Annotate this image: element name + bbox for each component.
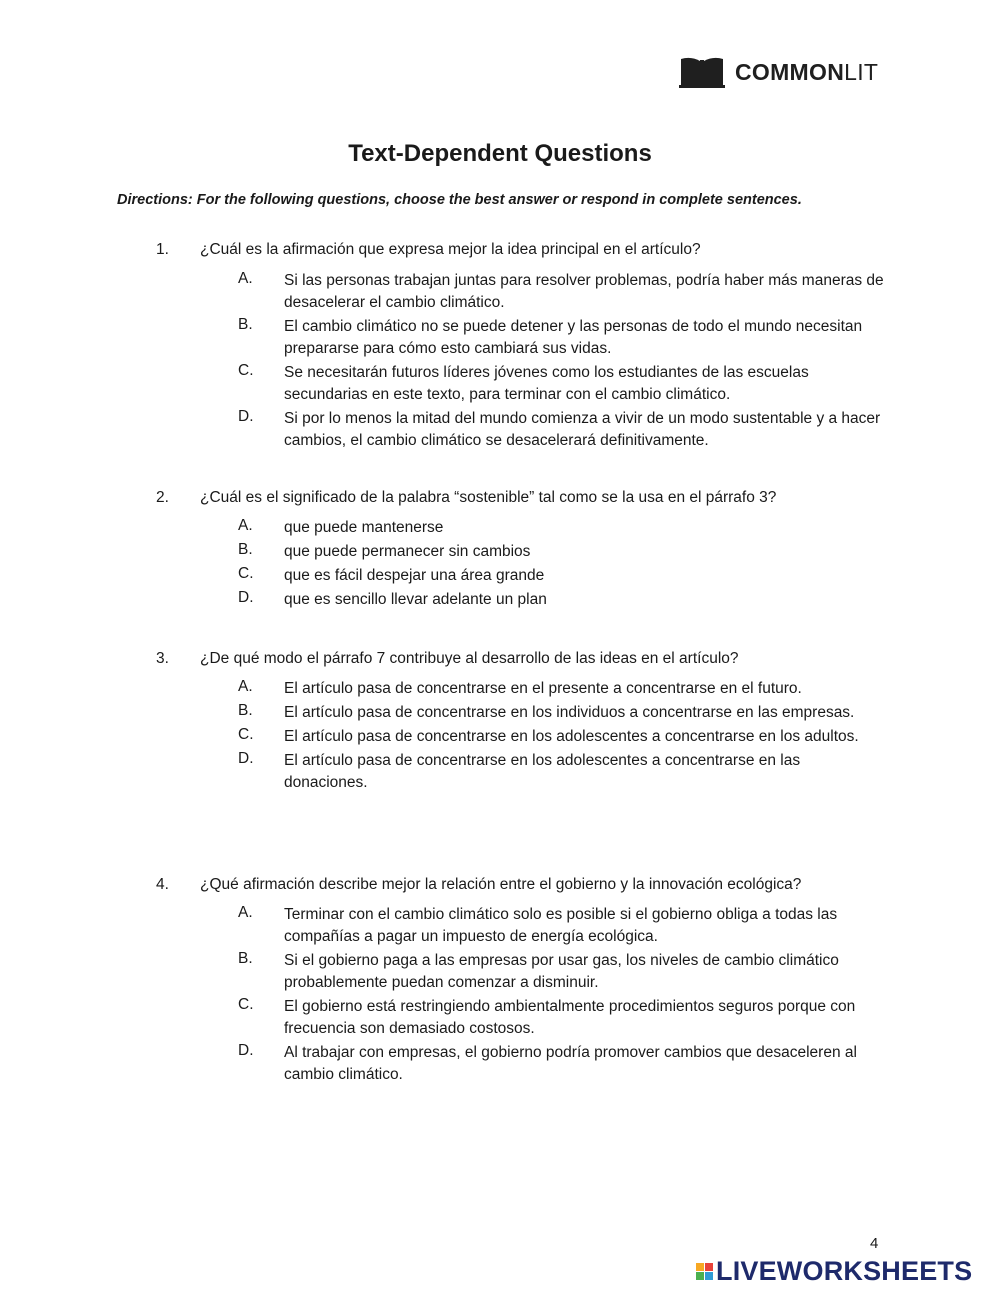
option-letter: B. — [238, 950, 253, 967]
option-letter: A. — [238, 678, 253, 695]
option-text: El artículo pasa de concentrarse en los adolescentes a concentrarse en las donaciones. — [284, 752, 801, 791]
answer-option-d[interactable] — [0, 750, 1000, 794]
answer-option-b[interactable] — [0, 702, 1000, 724]
answer-option-c[interactable] — [0, 726, 1000, 748]
answer-options — [0, 678, 1000, 796]
logo-square — [696, 1263, 704, 1271]
logo-square — [705, 1272, 713, 1280]
page-number: 4 — [870, 1235, 879, 1252]
answer-option-a[interactable] — [0, 517, 1000, 539]
option-text: Terminar con el cambio climático solo es posible si el gobierno obliga a todas las compañías a pagar un impuesto de energía ecológica. — [284, 906, 838, 945]
question-number: 2. — [156, 489, 169, 506]
logo-square — [705, 1263, 713, 1271]
option-letter: A. — [238, 270, 253, 287]
logo-wordmark: COMMONLIT — [735, 58, 879, 85]
answer-options — [0, 270, 1000, 454]
answer-option-a[interactable] — [0, 270, 1000, 314]
option-letter: B. — [238, 316, 253, 333]
option-text: El gobierno está restringiendo ambientalmente procedimientos seguros porque con frecuencia son demasiado costosos. — [284, 998, 856, 1037]
answer-option-c[interactable] — [0, 362, 1000, 406]
liveworksheets-wordmark: LIVEWORKSHEETS — [716, 1255, 973, 1286]
option-text: Si las personas trabajan juntas para resolver problemas, podría haber más maneras de desacelerar el cambio climático. — [284, 272, 884, 311]
option-text: que es sencillo llevar adelante un plan — [284, 591, 547, 608]
option-text: Si el gobierno paga a las empresas por usar gas, los niveles de cambio climático probablemente puedan comenzar a disminuir. — [284, 952, 839, 991]
option-text: que puede mantenerse — [284, 519, 444, 536]
option-letter: B. — [238, 541, 253, 558]
option-text: El artículo pasa de concentrarse en el presente a concentrarse en el futuro. — [284, 680, 802, 697]
answer-option-c[interactable] — [0, 565, 1000, 587]
question-number: 4. — [156, 876, 169, 893]
question-text: ¿De qué modo el párrafo 7 contribuye al desarrollo de las ideas en el artículo? — [200, 650, 739, 667]
answer-options — [0, 517, 1000, 613]
question-text: ¿Qué afirmación describe mejor la relación entre el gobierno y la innovación ecológica? — [200, 876, 802, 893]
question-number: 3. — [156, 650, 169, 667]
commonlit-logo — [679, 55, 878, 89]
option-text: El artículo pasa de concentrarse en los individuos a concentrarse en las empresas. — [284, 704, 855, 721]
option-letter: B. — [238, 702, 253, 719]
option-letter: D. — [238, 750, 254, 767]
option-letter: C. — [238, 726, 254, 743]
option-letter: D. — [238, 589, 254, 606]
question-text: ¿Cuál es la afirmación que expresa mejor la idea principal en el artículo? — [200, 241, 701, 258]
logo-square — [696, 1272, 704, 1280]
option-letter: A. — [238, 517, 253, 534]
answer-option-c[interactable] — [0, 996, 1000, 1040]
option-text: El artículo pasa de concentrarse en los adolescentes a concentrarse en los adultos. — [284, 728, 859, 745]
page-title: Text-Dependent Questions — [348, 140, 652, 167]
option-text: Al trabajar con empresas, el gobierno podría promover cambios que desaceleren al cambio climático. — [284, 1044, 857, 1083]
option-letter: C. — [238, 362, 254, 379]
option-letter: D. — [238, 408, 254, 425]
question-text: ¿Cuál es el significado de la palabra “sostenible” tal como se la usa en el párrafo 3? — [200, 489, 777, 506]
liveworksheets-logo[interactable] — [696, 1256, 972, 1286]
answer-option-a[interactable] — [0, 678, 1000, 700]
answer-option-d[interactable] — [0, 408, 1000, 452]
answer-option-d[interactable] — [0, 1042, 1000, 1086]
option-text: El cambio climático no se puede detener y las personas de todo el mundo necesitan prepararse para cómo esto cambiará sus vidas. — [284, 318, 863, 357]
option-text: Si por lo menos la mitad del mundo comienza a vivir de un modo sustentable y a hacer cambios, el cambio climático se desacelerará definitivamente. — [284, 410, 881, 449]
open-book-icon — [679, 55, 725, 89]
logo-squares-icon — [696, 1263, 713, 1280]
option-text: que es fácil despejar una área grande — [284, 567, 545, 584]
option-letter: A. — [238, 904, 253, 921]
answer-option-b[interactable] — [0, 541, 1000, 563]
answer-option-a[interactable] — [0, 904, 1000, 948]
question-number: 1. — [156, 241, 169, 258]
option-letter: C. — [238, 565, 254, 582]
option-letter: C. — [238, 996, 254, 1013]
option-text: Se necesitarán futuros líderes jóvenes como los estudiantes de las escuelas secundarias en este texto, para terminar con el cambio climático. — [284, 364, 809, 403]
option-letter: D. — [238, 1042, 254, 1059]
answer-options — [0, 904, 1000, 1088]
option-text: que puede permanecer sin cambios — [284, 543, 531, 560]
answer-option-b[interactable] — [0, 950, 1000, 994]
answer-option-d[interactable] — [0, 589, 1000, 611]
directions-text: Directions: For the following questions, choose the best answer or respond in complete sentences. — [117, 192, 802, 208]
answer-option-b[interactable] — [0, 316, 1000, 360]
